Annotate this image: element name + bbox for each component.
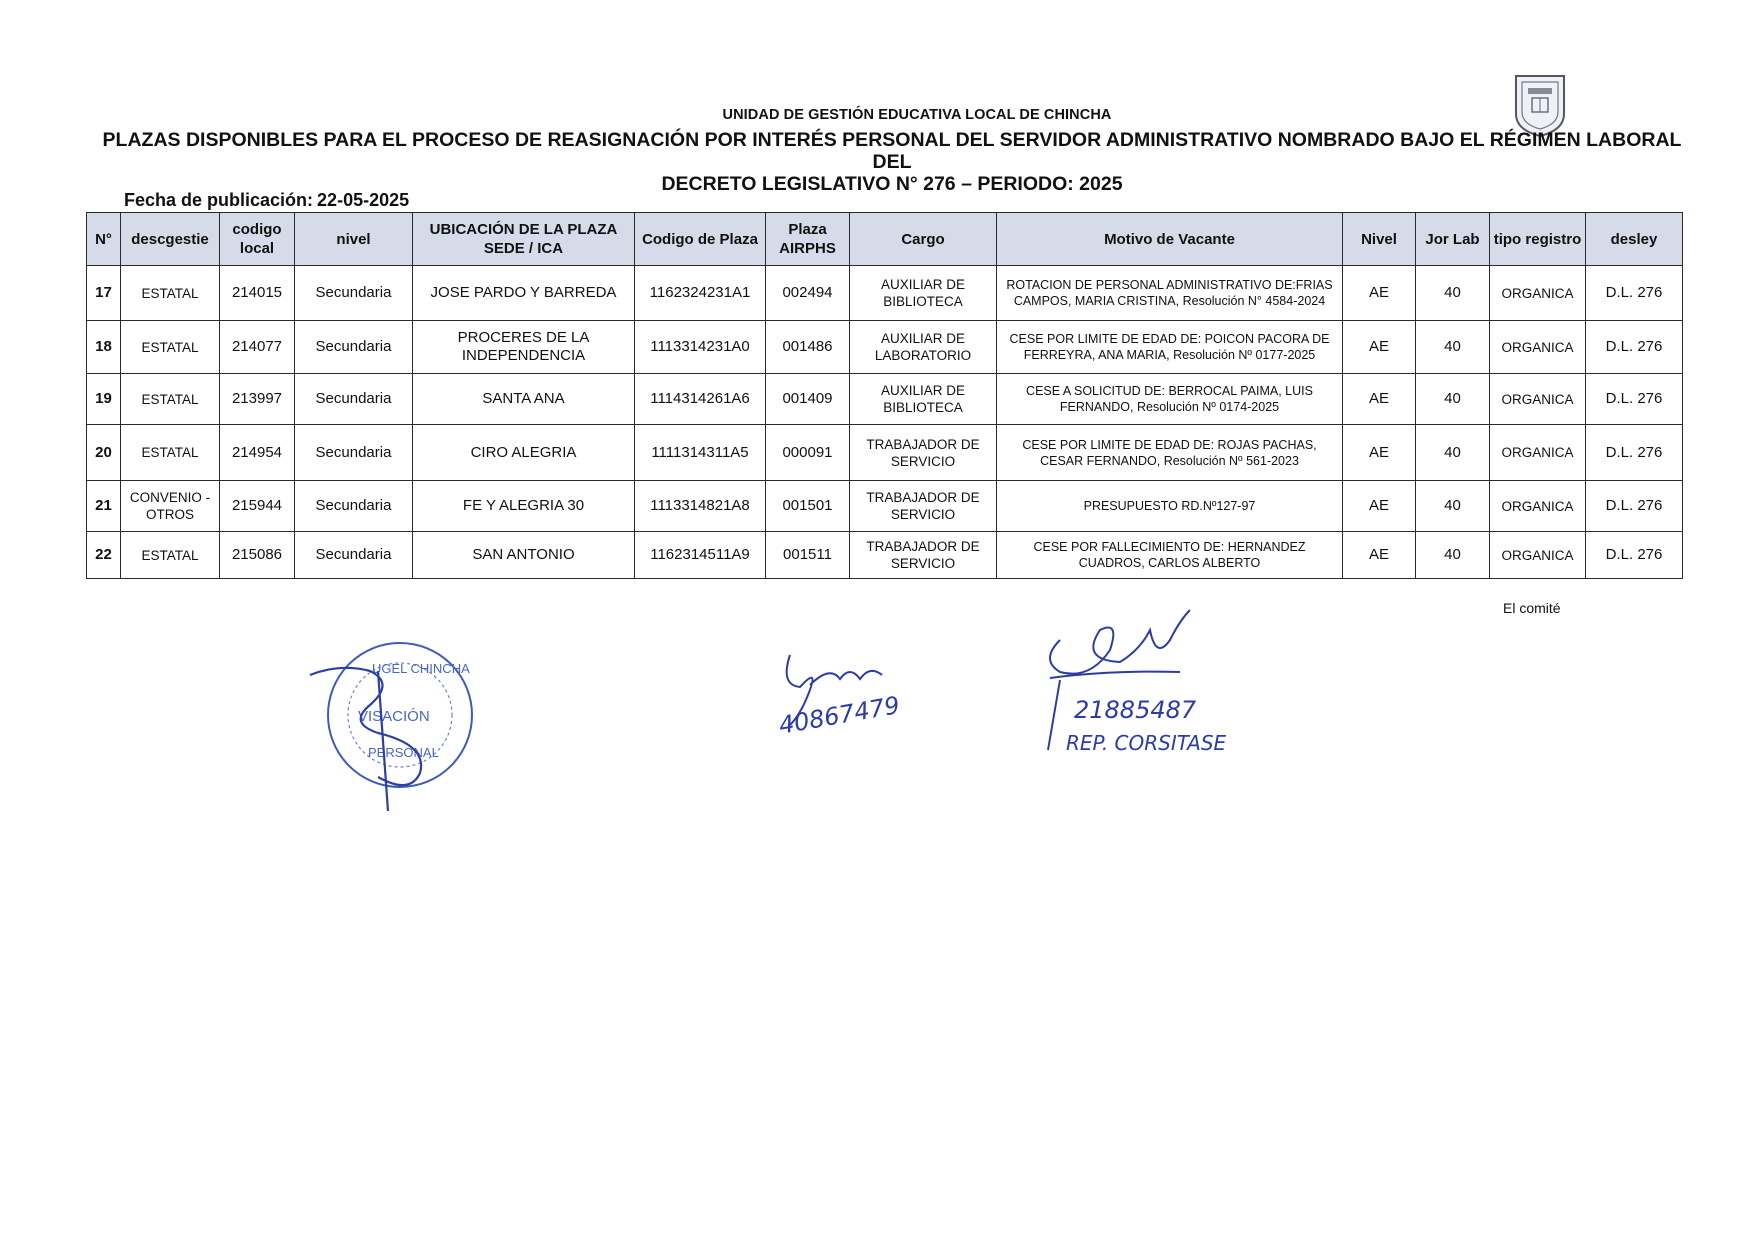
cell-codigo-plaza: 1162324231A1 (635, 266, 766, 321)
cell-numero: 18 (87, 321, 121, 374)
col-header-codigo-local: codigo local (220, 213, 295, 266)
cell-nivel: Secundaria (295, 532, 413, 579)
cell-tipo-registro: ORGANICA (1490, 374, 1586, 425)
cell-nivel-2: AE (1343, 425, 1416, 481)
col-header-jor-lab: Jor Lab (1416, 213, 1490, 266)
cell-numero: 17 (87, 266, 121, 321)
date-label: Fecha de publicación: (124, 190, 314, 210)
cell-codigo-local: 214015 (220, 266, 295, 321)
table-row (87, 321, 1683, 374)
col-header-nivel: nivel (295, 213, 413, 266)
cell-jor-lab: 40 (1416, 374, 1490, 425)
cell-desley: D.L. 276 (1586, 321, 1683, 374)
cell-tipo-registro: ORGANICA (1490, 266, 1586, 321)
cell-gestion: ESTATAL (121, 425, 220, 481)
table-row (87, 374, 1683, 425)
cell-nivel: Secundaria (295, 266, 413, 321)
table-row (87, 266, 1683, 321)
cell-nivel-2: AE (1343, 321, 1416, 374)
cell-gestion: CONVENIO - OTROS (121, 481, 220, 532)
cell-codigo-plaza: 1111314311A5 (635, 425, 766, 481)
table-row (87, 532, 1683, 579)
cell-nivel-2: AE (1343, 481, 1416, 532)
cell-ubicacion: JOSE PARDO Y BARREDA (413, 266, 635, 321)
cell-jor-lab: 40 (1416, 321, 1490, 374)
title-line-2: DECRETO LEGISLATIVO N° 276 – PERIODO: 2025 (661, 173, 1123, 195)
svg-text:VISACIÓN: VISACIÓN (358, 708, 430, 725)
cell-tipo-registro: ORGANICA (1490, 321, 1586, 374)
cell-airphs: 001486 (766, 321, 850, 374)
cell-cargo: TRABAJADOR DE SERVICIO (850, 532, 997, 579)
svg-text:UGEL CHINCHA: UGEL CHINCHA (372, 661, 470, 676)
vacancies-table (86, 212, 1683, 579)
svg-text:21885487: 21885487 (1074, 696, 1197, 724)
cell-motivo: CESE A SOLICITUD DE: BERROCAL PAIMA, LUIS FERNANDO, Resolución Nº 0174-2025 (997, 374, 1343, 425)
cell-ubicacion: SANTA ANA (413, 374, 635, 425)
cell-airphs: 001501 (766, 481, 850, 532)
cell-motivo: PRESUPUESTO RD.Nº127-97 (997, 481, 1343, 532)
cell-ubicacion: PROCERES DE LA INDEPENDENCIA (413, 321, 635, 374)
title-line-1: PLAZAS DISPONIBLES PARA EL PROCESO DE REASIGNACIÓN POR INTERÉS PERSONAL DEL SERVIDOR ADMINISTRATIVO NOMBRADO BAJO EL RÉGIMEN LABORAL DEL (102, 129, 1682, 173)
table-header-row (87, 213, 1683, 266)
cell-codigo-plaza: 1113314821A8 (635, 481, 766, 532)
cell-cargo: AUXILIAR DE BIBLIOTECA (850, 374, 997, 425)
cell-desley: D.L. 276 (1586, 532, 1683, 579)
cell-codigo-plaza: 1113314231A0 (635, 321, 766, 374)
col-header-desley: desley (1586, 213, 1683, 266)
table-row (87, 425, 1683, 481)
cell-nivel: Secundaria (295, 374, 413, 425)
cell-nivel: Secundaria (295, 321, 413, 374)
col-header-tipo-registro: tipo registro (1490, 213, 1586, 266)
cell-jor-lab: 40 (1416, 481, 1490, 532)
cell-jor-lab: 40 (1416, 532, 1490, 579)
cell-airphs: 000091 (766, 425, 850, 481)
publication-date (124, 190, 409, 211)
svg-text:40867479: 40867479 (776, 690, 902, 740)
col-header-numero: N° (87, 213, 121, 266)
svg-text:REP. CORSITASE: REP. CORSITASE (1066, 731, 1227, 755)
cell-codigo-plaza: 1162314511A9 (635, 532, 766, 579)
col-header-codigo-plaza: Codigo de Plaza (635, 213, 766, 266)
cell-motivo: CESE POR LIMITE DE EDAD DE: ROJAS PACHAS, CESAR FERNANDO, Resolución Nº 561-2023 (997, 425, 1343, 481)
cell-desley: D.L. 276 (1586, 266, 1683, 321)
cell-numero: 22 (87, 532, 121, 579)
cell-airphs: 001409 (766, 374, 850, 425)
cell-codigo-local: 215944 (220, 481, 295, 532)
cell-numero: 19 (87, 374, 121, 425)
cell-motivo: ROTACION DE PERSONAL ADMINISTRATIVO DE:FRIAS CAMPOS, MARIA CRISTINA, Resolución N° 4584-2024 (997, 266, 1343, 321)
cell-nivel-2: AE (1343, 374, 1416, 425)
col-header-motivo: Motivo de Vacante (997, 213, 1343, 266)
institution-logo (1510, 70, 1570, 138)
cell-codigo-plaza: 1114314261A6 (635, 374, 766, 425)
cell-jor-lab: 40 (1416, 425, 1490, 481)
cell-numero: 20 (87, 425, 121, 481)
svg-text:PERSONAL: PERSONAL (368, 745, 439, 760)
committee-label: El comité (1503, 600, 1561, 616)
cell-numero: 21 (87, 481, 121, 532)
cell-desley: D.L. 276 (1586, 374, 1683, 425)
cell-codigo-local: 214954 (220, 425, 295, 481)
cell-airphs: 001511 (766, 532, 850, 579)
cell-tipo-registro: ORGANICA (1490, 532, 1586, 579)
cell-codigo-local: 214077 (220, 321, 295, 374)
col-header-ubicacion: UBICACIÓN DE LA PLAZA SEDE / ICA (413, 213, 635, 266)
cell-cargo: AUXILIAR DE LABORATORIO (850, 321, 997, 374)
cell-nivel-2: AE (1343, 266, 1416, 321)
cell-codigo-local: 213997 (220, 374, 295, 425)
cell-gestion: ESTATAL (121, 266, 220, 321)
col-header-nivel-2: Nivel (1343, 213, 1416, 266)
cell-desley: D.L. 276 (1586, 481, 1683, 532)
col-header-cargo: Cargo (850, 213, 997, 266)
date-value: 22-05-2025 (317, 190, 410, 210)
col-header-descgestie: descgestie (121, 213, 220, 266)
organization-name: UNIDAD DE GESTIÓN EDUCATIVA LOCAL DE CHINCHA (722, 107, 1112, 123)
cell-motivo: CESE POR FALLECIMIENTO DE: HERNANDEZ CUADROS, CARLOS ALBERTO (997, 532, 1343, 579)
cell-nivel: Secundaria (295, 425, 413, 481)
cell-jor-lab: 40 (1416, 266, 1490, 321)
cell-tipo-registro: ORGANICA (1490, 425, 1586, 481)
cell-cargo: TRABAJADOR DE SERVICIO (850, 481, 997, 532)
cell-desley: D.L. 276 (1586, 425, 1683, 481)
cell-airphs: 002494 (766, 266, 850, 321)
cell-cargo: AUXILIAR DE BIBLIOTECA (850, 266, 997, 321)
col-header-plaza-airphs: Plaza AIRPHS (766, 213, 850, 266)
document-title (92, 129, 1692, 195)
signature-3 (1030, 600, 1260, 760)
cell-nivel: Secundaria (295, 481, 413, 532)
cell-nivel-2: AE (1343, 532, 1416, 579)
official-stamp (300, 635, 490, 820)
cell-ubicacion: CIRO ALEGRIA (413, 425, 635, 481)
cell-gestion: ESTATAL (121, 532, 220, 579)
signature-2 (760, 635, 920, 745)
cell-codigo-local: 215086 (220, 532, 295, 579)
cell-ubicacion: SAN ANTONIO (413, 532, 635, 579)
cell-gestion: ESTATAL (121, 321, 220, 374)
cell-cargo: TRABAJADOR DE SERVICIO (850, 425, 997, 481)
cell-motivo: CESE POR LIMITE DE EDAD DE: POICON PACORA DE FERREYRA, ANA MARIA, Resolución Nº 0177-2025 (997, 321, 1343, 374)
cell-gestion: ESTATAL (121, 374, 220, 425)
cell-tipo-registro: ORGANICA (1490, 481, 1586, 532)
table-row (87, 481, 1683, 532)
cell-ubicacion: FE Y ALEGRIA 30 (413, 481, 635, 532)
